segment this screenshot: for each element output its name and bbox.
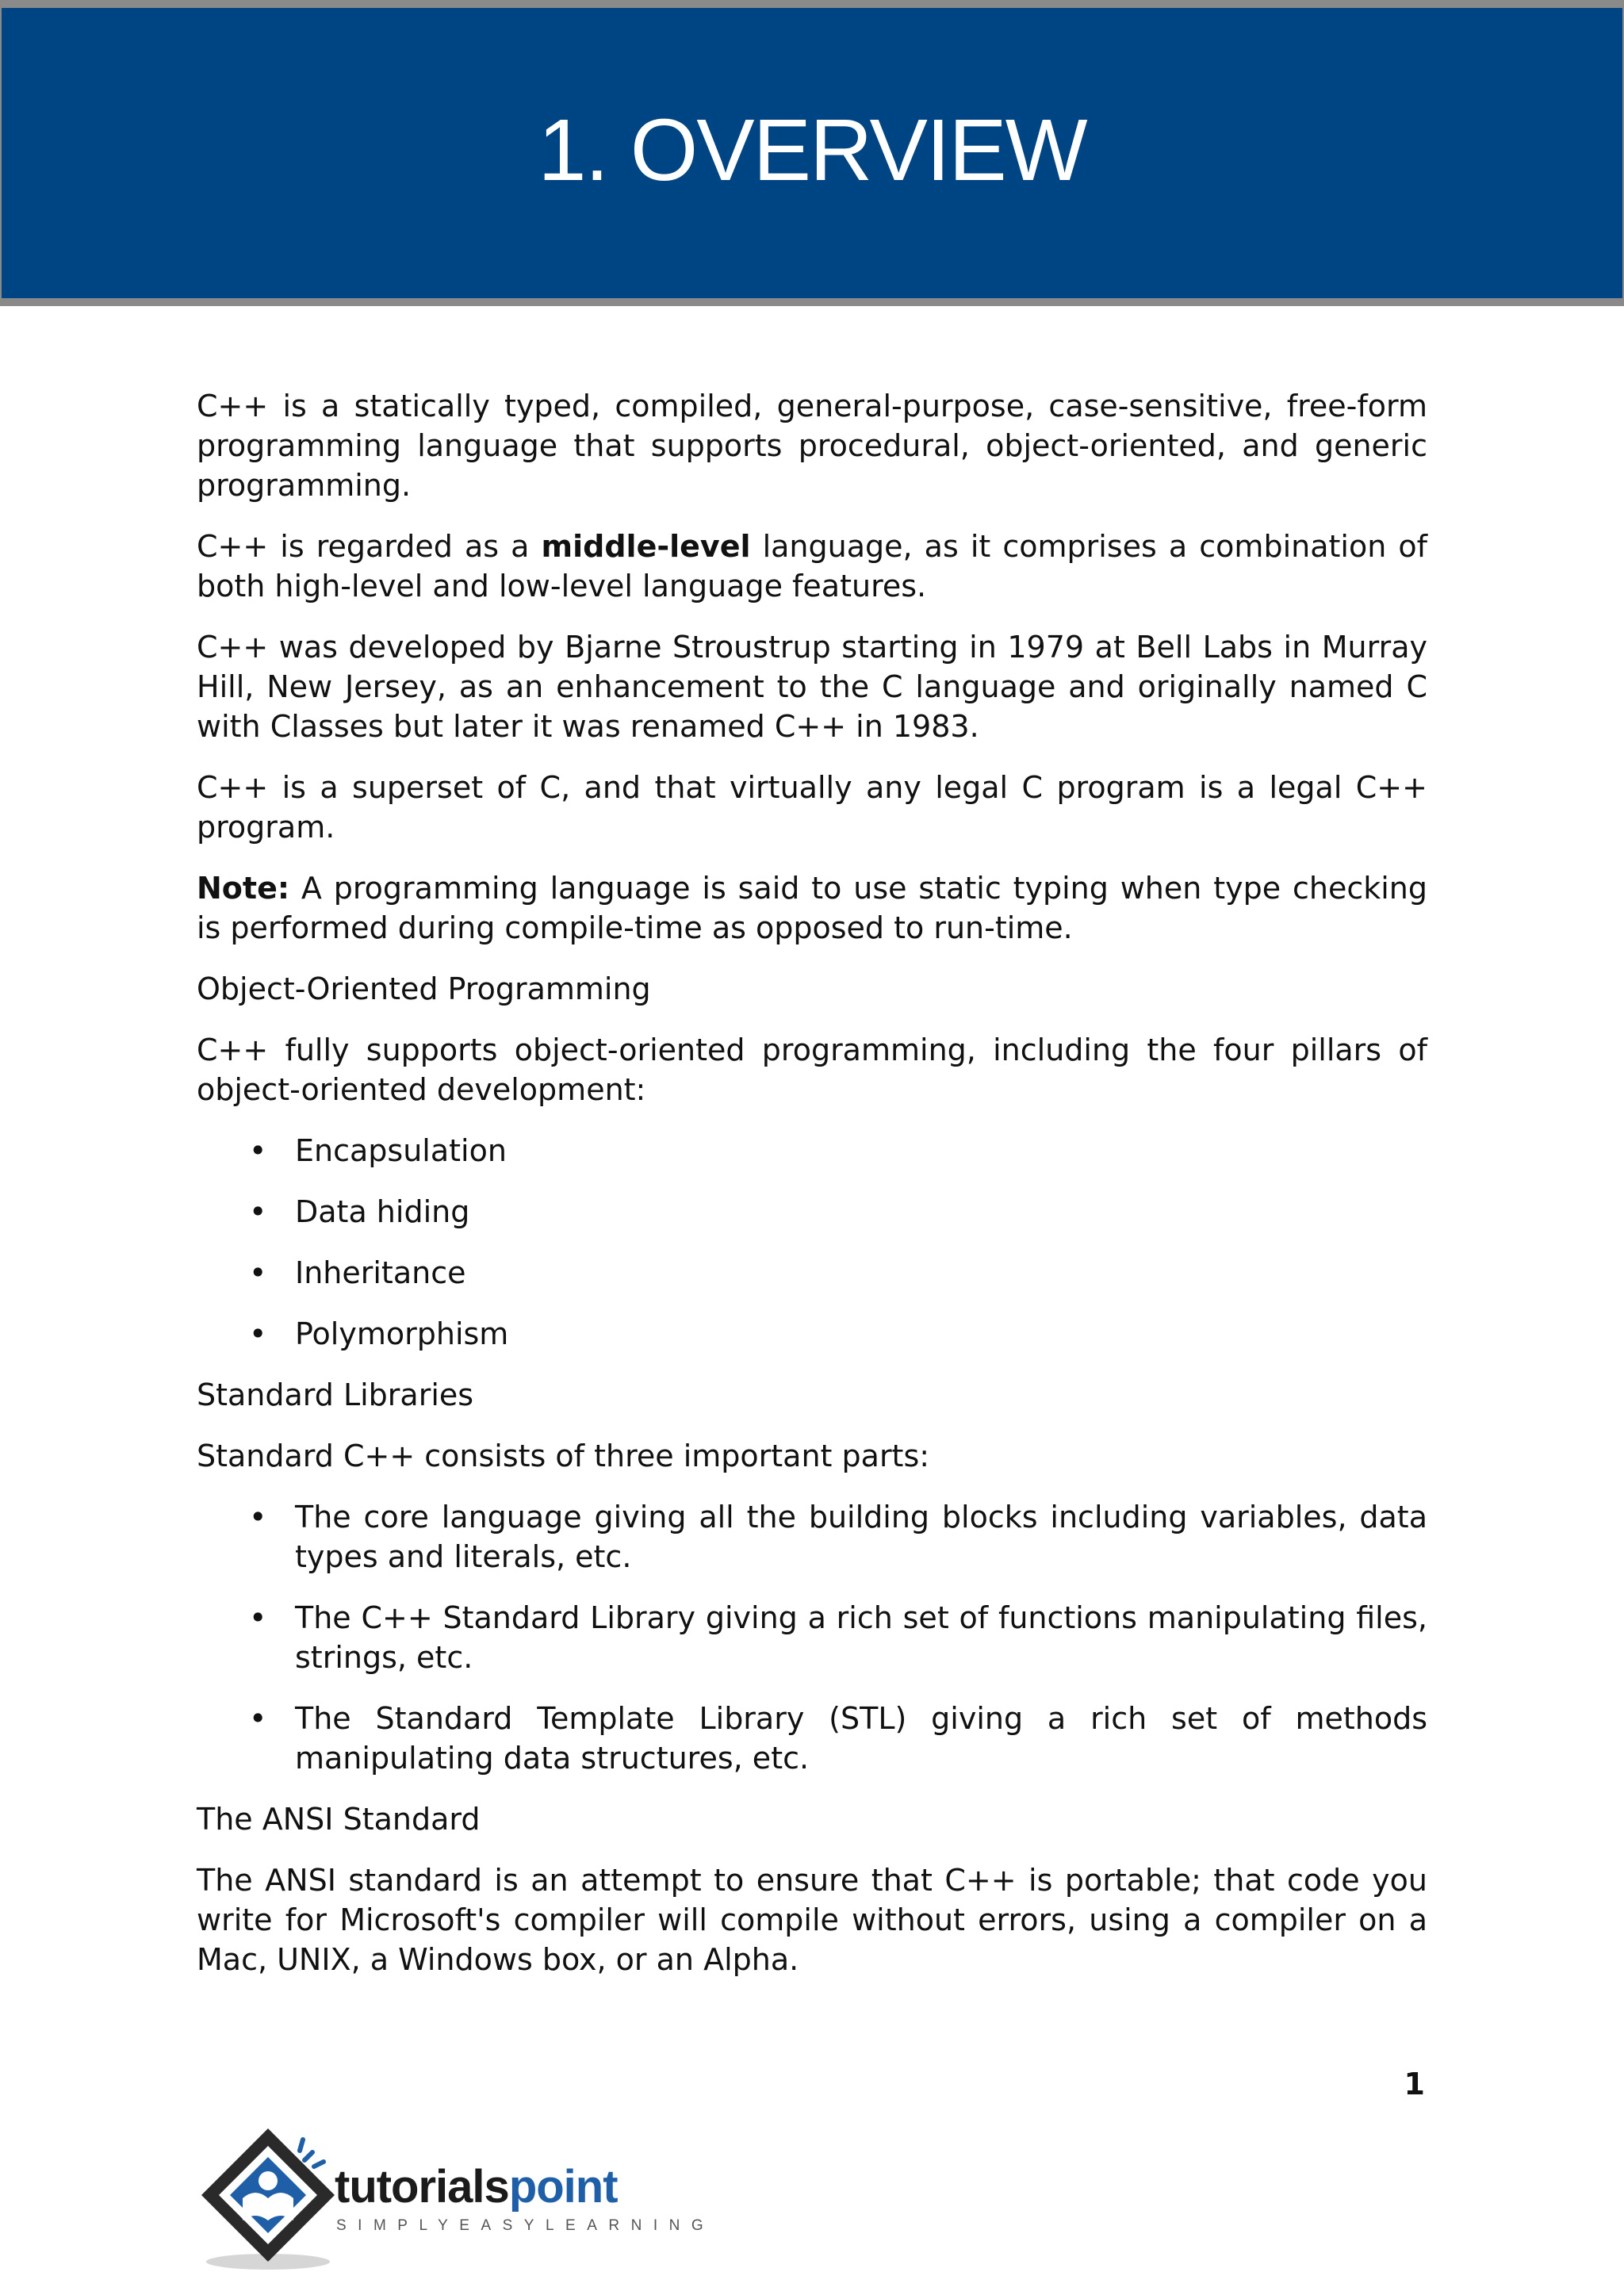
logo-word-point: point <box>508 2161 618 2213</box>
heading-standard-libraries: Standard Libraries <box>197 1377 474 1412</box>
list-item <box>197 1131 1427 1170</box>
bullet-icon: • <box>249 1600 267 1635</box>
list-item-text: Polymorphism <box>295 1316 509 1351</box>
logo-wordmark <box>335 2160 618 2213</box>
bullet-icon: • <box>249 1133 267 1168</box>
list-item <box>197 1314 1427 1354</box>
bullet-icon: • <box>249 1701 267 1736</box>
heading-ansi-standard: The ANSI Standard <box>197 1802 481 1837</box>
logo-emblem-icon <box>195 2122 354 2273</box>
list-item-text: The core language giving all the building blocks including variables, data types and literals, etc. <box>295 1500 1427 1574</box>
paragraph-middle-level <box>197 527 1427 606</box>
paragraph-note <box>197 868 1427 948</box>
text-span: C++ is regarded as a <box>197 529 542 564</box>
bullet-icon: • <box>249 1255 267 1290</box>
logo-tagline: SIMPLYEASYLEARNING <box>336 2217 715 2234</box>
chapter-banner <box>0 0 1624 306</box>
bullet-icon: • <box>249 1194 267 1229</box>
chapter-title: 1. OVERVIEW <box>538 101 1086 199</box>
page-number: 1 <box>1404 2067 1425 2102</box>
paragraph-history: C++ was developed by Bjarne Stroustrup starting in 1979 at Bell Labs in Murray Hill, New Jersey, as an enhancement to the C language and originally named C with Classes but later it was renamed C++ in 1983. <box>197 630 1427 744</box>
logo-word-tutorials: tutorials <box>335 2161 509 2213</box>
bullet-icon: • <box>249 1316 267 1351</box>
list-item <box>197 1497 1427 1577</box>
paragraph-intro: C++ is a statically typed, compiled, general-purpose, case-sensitive, free-form programming language that supports procedural, object-oriented, and generic programming. <box>197 389 1427 503</box>
paragraph-ansi: The ANSI standard is an attempt to ensure that C++ is portable; that code you write for Microsoft's compiler will compile without errors, using a compiler on a Mac, UNIX, a Windows box, or an Alpha. <box>197 1863 1427 1977</box>
list-item-text: The Standard Template Library (STL) giving a rich set of methods manipulating data structures, etc. <box>295 1701 1427 1776</box>
list-oop-pillars <box>197 1131 1427 1354</box>
paragraph-superset: C++ is a superset of C, and that virtually any legal C program is a legal C++ program. <box>197 770 1427 845</box>
paragraph-stdlib-intro: Standard C++ consists of three important parts: <box>197 1439 930 1473</box>
tutorialspoint-logo <box>195 2122 715 2273</box>
list-item-text: Inheritance <box>295 1255 466 1290</box>
list-item-text: Data hiding <box>295 1194 470 1229</box>
list-item <box>197 1598 1427 1677</box>
list-item <box>197 1699 1427 1778</box>
text-span: language, as it comprises a combination of both high-level and low-level language features. <box>197 529 1428 603</box>
list-item-text: The C++ Standard Library giving a rich set of functions manipulating files, strings, etc. <box>295 1600 1427 1675</box>
heading-oop: Object-Oriented Programming <box>197 971 651 1006</box>
note-label: Note: <box>197 871 290 906</box>
list-item-text: Encapsulation <box>295 1133 507 1168</box>
note-text: A programming language is said to use static typing when type checking is performed during compile-time as opposed to run-time. <box>197 871 1427 945</box>
list-item <box>197 1253 1427 1293</box>
list-stdlib-parts <box>197 1497 1427 1778</box>
bullet-icon: • <box>249 1500 267 1534</box>
list-item <box>197 1192 1427 1232</box>
bold-term: middle-level <box>541 529 751 564</box>
paragraph-oop-intro: C++ fully supports object-oriented programming, including the four pillars of object-oriented development: <box>197 1033 1427 1107</box>
page-content <box>197 386 1427 2001</box>
